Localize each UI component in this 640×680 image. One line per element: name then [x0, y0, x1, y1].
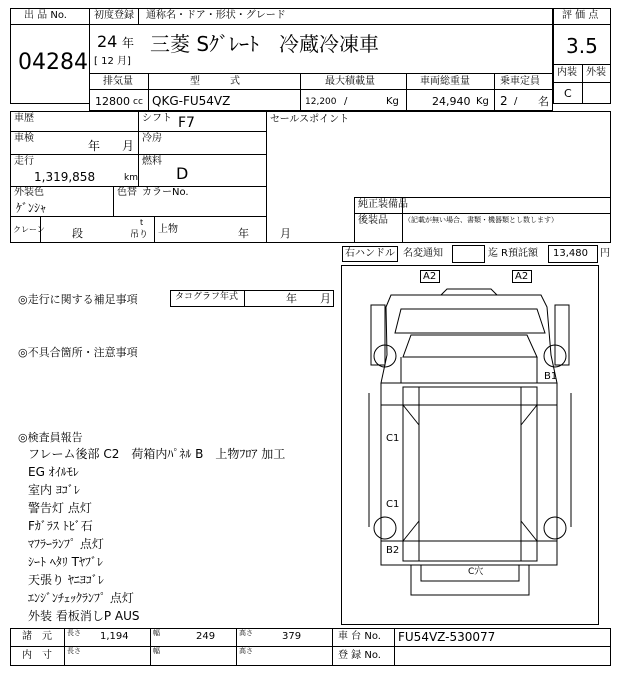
history-label: 車歴	[14, 113, 34, 124]
registration-month: [ 12 月]	[94, 56, 131, 67]
height: 379	[282, 631, 302, 642]
score-value: 3.5	[566, 34, 598, 58]
car-name: 三菱 Sｸﾞﾚｰﾄ 冷蔵冷凍車	[150, 32, 380, 56]
capacity: 12,200	[305, 97, 337, 107]
damage-mark: B1	[544, 371, 558, 382]
crane-hang: 吊り	[130, 230, 149, 240]
crane-month: 月	[280, 227, 291, 240]
crane-top-label: 上物	[158, 224, 178, 235]
crane-ton: t	[140, 218, 144, 227]
gross-weight-unit: Kg	[476, 96, 489, 107]
deadline-prefix: 迄	[488, 248, 498, 259]
chassis-number: FU54VZ-530077	[398, 630, 496, 644]
car-name-label: 通称名・ドア・形状・グレード	[146, 10, 286, 21]
crane-label: クレーン	[13, 225, 45, 234]
inspection-year: 年	[88, 139, 101, 153]
recycle-deposit-label: R預託額	[501, 248, 538, 259]
inspector-line: 室内 ﾖｺﾞﾚ	[28, 483, 80, 497]
registration-label: 初度登録	[94, 10, 134, 21]
length: 1,194	[100, 631, 129, 642]
color: ｹﾞﾝｼｬ	[16, 201, 47, 215]
registration-year-unit: 年	[122, 36, 135, 50]
shift: F7	[178, 115, 195, 131]
ac-label: 冷房	[142, 133, 162, 144]
seats-label: 乗車定員	[500, 76, 540, 87]
displacement-unit: cc	[133, 97, 143, 107]
inspector-label: ◎検査員報告	[18, 431, 83, 444]
height-label: 高さ	[239, 629, 253, 637]
capacity-label: 最大積載量	[325, 76, 375, 87]
mileage-unit: km	[124, 173, 138, 183]
tachograph-month: 月	[320, 292, 331, 305]
interior-label: 内装	[557, 67, 577, 78]
lot-number-label: 出 品 No.	[24, 10, 67, 21]
displacement-label: 排気量	[103, 76, 133, 87]
aftermarket-label: 後装品	[358, 215, 388, 226]
displacement: 12800	[95, 95, 130, 108]
inspector-line: フレーム後部 C2 荷箱内ﾊﾟﾈﾙ B 上物ﾌﾛｱ 加工	[28, 447, 286, 461]
gross-weight-label: 車両総重量	[420, 76, 470, 87]
damage-mark: C1	[386, 499, 400, 510]
mileage: 1,319,858	[34, 170, 96, 184]
width: 249	[196, 631, 216, 642]
inspector-line: 警告灯 点灯	[28, 501, 92, 515]
fuel: D	[176, 164, 189, 183]
width-label: 幅	[153, 629, 160, 637]
registration-number-label: 登 録 No.	[338, 650, 381, 661]
mileage-label: 走行	[14, 156, 34, 167]
damage-mark: A2	[515, 271, 529, 282]
genuine-equipment-label: 純正装備品	[358, 199, 408, 210]
exterior-label: 外装	[586, 67, 606, 78]
inspection-label: 車検	[14, 133, 34, 144]
recycle-deposit-unit: 円	[600, 248, 610, 259]
damage-mark: C穴	[468, 567, 484, 577]
defects-label: ◎不具合箇所・注意事項	[18, 346, 138, 359]
registration-year: 24	[97, 32, 118, 51]
tachograph-label: タコグラフ年式	[175, 292, 239, 302]
capacity-sep: /	[344, 96, 348, 107]
inspector-line: ｼｰﾄ ﾍﾀﾘ Tﾔﾌﾞﾚ	[28, 555, 103, 569]
dimensions-label: 諸 元	[22, 631, 52, 642]
damage-mark: A2	[423, 271, 437, 282]
crane-year: 年	[238, 227, 249, 240]
lot-number: 04284	[18, 50, 88, 75]
inspector-line: 天張り ﾔﾆﾖｺﾞﾚ	[28, 573, 104, 587]
inspector-line: ﾏﾌﾗｰﾗﾝﾌﾟ 点灯	[28, 537, 104, 551]
chassis-label: 車 台 No.	[338, 631, 381, 642]
aftermarket-note: （記載が無い場合、書類・機器類とし数します）	[404, 216, 558, 224]
crane-stage: 段	[72, 227, 83, 240]
capacity-unit: Kg	[386, 96, 399, 107]
gross-weight: 24,940	[432, 95, 471, 108]
name-change-box	[452, 245, 485, 263]
color-label: 外装色	[14, 187, 44, 198]
inspection-month: 月	[122, 139, 135, 153]
inspector-line: EG ｵｲﾙﾓﾚ	[28, 465, 79, 479]
interior-width-label: 幅	[153, 647, 160, 655]
seats-sep: /	[514, 96, 518, 107]
damage-mark: C1	[386, 433, 400, 444]
damage-mark: B2	[386, 545, 400, 556]
interior-dims-label: 内 寸	[22, 650, 52, 661]
fuel-label: 燃料	[142, 156, 162, 167]
length-label: 長さ	[67, 629, 81, 637]
inspector-line: ｴﾝｼﾞﾝﾁｪｯｸﾗﾝﾌﾟ 点灯	[28, 591, 134, 605]
steering: 右ハンドル	[345, 248, 395, 259]
tachograph-year: 年	[286, 292, 297, 305]
model-label: 型 式	[190, 76, 240, 87]
color-code-label: カラーNo.	[142, 187, 189, 198]
interior-grade: C	[564, 87, 572, 100]
interior-length-label: 長さ	[67, 647, 81, 655]
name-change-label: 名変通知	[403, 248, 443, 259]
model: QKG-FU54VZ	[152, 94, 231, 108]
sales-point-label: セールスポイント	[270, 114, 350, 125]
inspector-line: 外装 看板消しP AUS	[28, 609, 140, 623]
inspector-line: Fｶﾞﾗｽ ﾄﾋﾞ石	[28, 519, 93, 533]
driving-notes-label: ◎走行に関する補足事項	[18, 293, 138, 306]
score-label: 評 価 点	[562, 10, 599, 21]
interior-height-label: 高さ	[239, 647, 253, 655]
shift-label: シフト	[142, 113, 172, 124]
seats-unit: 名	[538, 95, 549, 108]
recycle-deposit: 13,480	[553, 248, 588, 259]
color-change-label: 色替	[117, 187, 137, 198]
seats: 2	[500, 94, 508, 108]
